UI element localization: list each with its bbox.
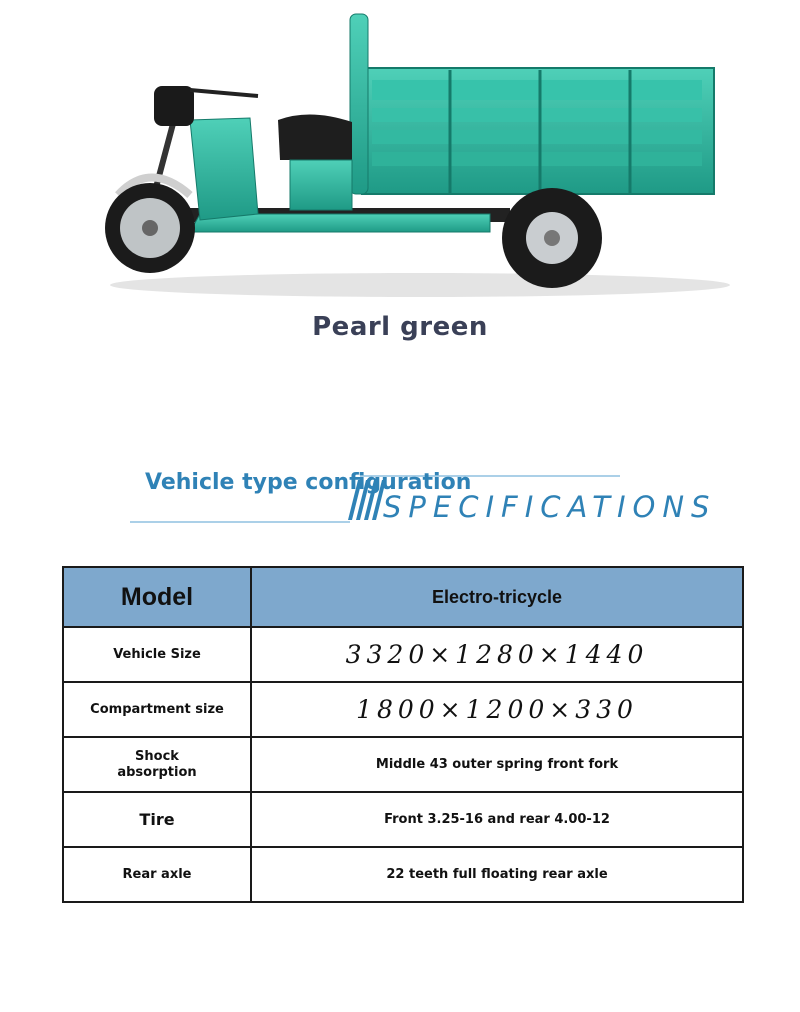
row-label-tire: Tire	[63, 792, 251, 847]
electro-tricycle-illustration	[0, 0, 800, 310]
row-value-vehicle-size: 3320×1280×1440	[251, 627, 743, 682]
row-label-vehicle-size: Vehicle Size	[63, 627, 251, 682]
row-label-compartment-size: Compartment size	[63, 682, 251, 737]
table-row	[63, 682, 743, 737]
spec-table	[62, 566, 744, 903]
row-value-compartment-size: 1800×1200×330	[251, 682, 743, 737]
color-name: Pearl green	[312, 312, 488, 342]
table-row	[63, 847, 743, 902]
section-title-cn: Vehicle type configuration	[145, 470, 472, 495]
header-value: Electro-tricycle	[251, 567, 743, 627]
row-label-shock-absorption: Shock absorption	[63, 737, 251, 792]
section-heading	[100, 462, 740, 542]
row-value-tire: Front 3.25-16 and rear 4.00-12	[251, 792, 743, 847]
table-row	[63, 792, 743, 847]
table-row	[63, 737, 743, 792]
table-row	[63, 627, 743, 682]
table-header-row	[63, 567, 743, 627]
row-value-shock-absorption: Middle 43 outer spring front fork	[251, 737, 743, 792]
product-image	[0, 0, 800, 330]
row-label-rear-axle: Rear axle	[63, 847, 251, 902]
section-title-en: SPECIFICATIONS	[383, 490, 717, 524]
header-label: Model	[63, 567, 251, 627]
row-value-rear-axle: 22 teeth full floating rear axle	[251, 847, 743, 902]
